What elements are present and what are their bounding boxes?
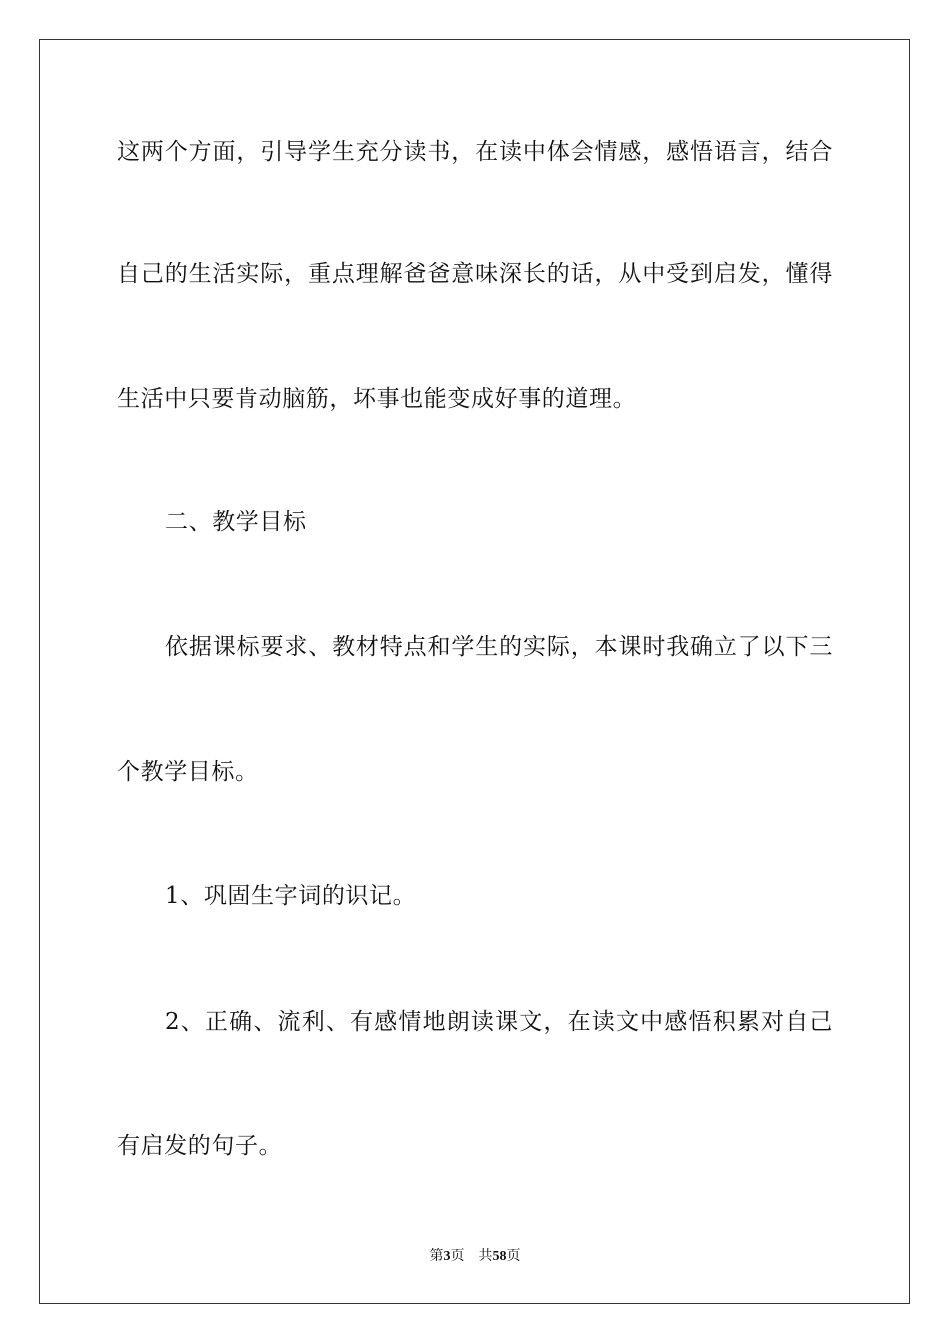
list-item-2-continuation: 有启发的句子。 xyxy=(117,1133,283,1159)
body-text-line-2: 自己的生活实际，重点理解爸爸意味深长的话，从中受到启发，懂得 xyxy=(117,261,833,287)
page-suffix: 页 xyxy=(450,1248,465,1264)
total-prefix: 共 xyxy=(478,1248,493,1264)
body-text-line-1: 这两个方面，引导学生充分读书，在读中体会情感，感悟语言，结合 xyxy=(117,139,833,165)
body-text-line-5: 依据课标要求、教材特点和学生的实际，本课时我确立了以下三 xyxy=(165,634,833,660)
list-item-1: 1、巩固生字词的识记。 xyxy=(165,883,417,909)
page-prefix: 第 xyxy=(429,1248,444,1264)
total-suffix: 页 xyxy=(506,1248,521,1264)
body-text-line-6: 个教学目标。 xyxy=(117,759,259,785)
page-number: 3 xyxy=(443,1249,451,1264)
list-item-2: 2、正确、流利、有感情地朗读课文，在读文中感悟积累对自己 xyxy=(165,1009,833,1035)
total-pages: 58 xyxy=(492,1249,507,1264)
page-footer xyxy=(0,1246,950,1267)
page-frame xyxy=(39,39,910,1304)
body-text-line-3: 生活中只要肯动脑筋，坏事也能变成好事的道理。 xyxy=(117,386,637,412)
section-heading: 二、教学目标 xyxy=(165,509,307,535)
